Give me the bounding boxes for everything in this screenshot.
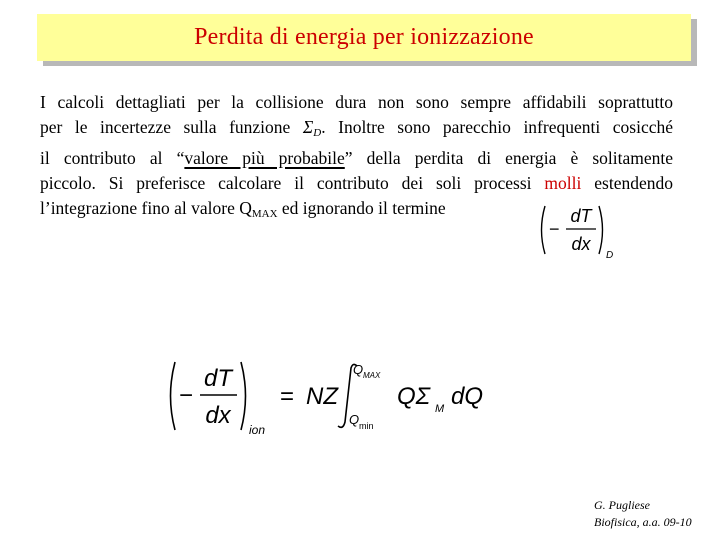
subscript-ion: ion bbox=[249, 423, 266, 437]
minus-sign: − bbox=[179, 382, 194, 409]
equation-small bbox=[537, 200, 617, 260]
integrand: QΣ bbox=[397, 383, 431, 410]
line4-pre: piccolo. Si preferisce calcolare il contributo dei soli processi bbox=[40, 173, 545, 193]
footer bbox=[594, 497, 692, 531]
underlined-phrase: valore più probabile bbox=[184, 148, 345, 168]
footer-author: G. Pugliese bbox=[594, 498, 650, 512]
equation-large-svg bbox=[165, 358, 495, 438]
footer-course: Biofisica, a.a. 09-10 bbox=[594, 515, 692, 529]
title-box bbox=[37, 14, 691, 61]
left-paren bbox=[542, 206, 546, 254]
sigma-symbol: Σ bbox=[302, 117, 314, 137]
line2-post: . Inoltre sono parecchio infrequenti cosicché bbox=[321, 117, 673, 137]
line2-pre: per le incertezze sulla funzione bbox=[40, 117, 303, 137]
line5-pre: l’integrazione fino al valore Q bbox=[40, 198, 252, 218]
integral-lower: Q bbox=[349, 412, 360, 427]
differential-dq: dQ bbox=[451, 383, 484, 410]
minus-sign: − bbox=[549, 219, 560, 239]
coefficient-nz: NZ bbox=[306, 383, 338, 410]
line5-post: ed ignorando il termine bbox=[277, 198, 446, 218]
integral-upper-sub: MAX bbox=[363, 371, 381, 380]
numerator-dt: dT bbox=[203, 365, 233, 392]
integral-upper: Q bbox=[353, 362, 364, 377]
integral-lower-sub: min bbox=[359, 421, 374, 431]
denominator-dx: dx bbox=[571, 234, 591, 254]
integrand-sub: M bbox=[435, 403, 445, 415]
highlight-word: molli bbox=[544, 173, 582, 193]
line4-post: estendendo bbox=[581, 173, 673, 193]
equals-sign: = bbox=[280, 383, 295, 410]
paragraph-line-4 bbox=[40, 171, 673, 196]
numerator-dt: dT bbox=[570, 206, 592, 226]
paragraph-line-3 bbox=[40, 146, 673, 171]
equation-large bbox=[165, 358, 495, 438]
sigma-subscript: D bbox=[313, 127, 322, 139]
page-title: Perdita di energia per ionizzazione bbox=[194, 24, 534, 50]
right-paren bbox=[599, 206, 603, 254]
right-paren bbox=[241, 362, 246, 430]
left-paren bbox=[171, 362, 176, 430]
line3-pre: il contributo al “ bbox=[40, 148, 185, 168]
subscript-d: D bbox=[606, 250, 614, 260]
line3-post: ” della perdita di energia è solitamente bbox=[344, 148, 673, 168]
paragraph-line-2 bbox=[40, 115, 673, 146]
paragraph-line-1: I calcoli dettagliati per la collisione dura non sono sempre affidabili soprattutto bbox=[40, 92, 673, 112]
qmax-subscript: MAX bbox=[251, 208, 278, 220]
equation-small-svg bbox=[537, 200, 617, 260]
denominator-dx: dx bbox=[205, 402, 231, 429]
